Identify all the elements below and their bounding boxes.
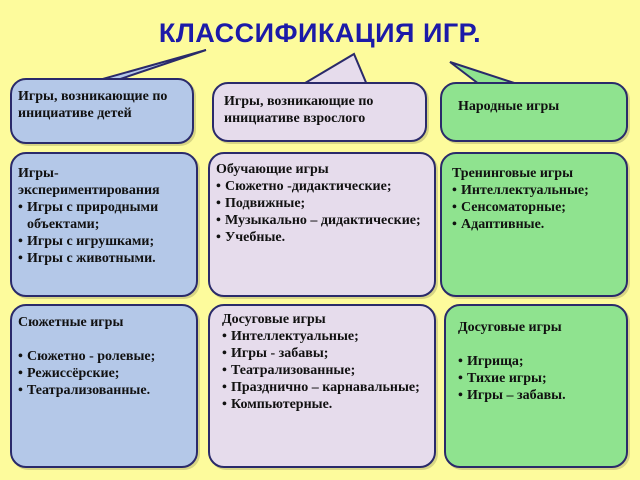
list-item: • Музыкально – дидактические; [216, 212, 428, 229]
header-box-folk [440, 82, 628, 142]
list-item: • Игры – забавы. [458, 387, 620, 404]
list-item: • Интеллектуальные; [222, 328, 428, 345]
list-item: • Сюжетно -дидактические; [216, 178, 428, 195]
list-item: • Сюжетно - ролевые; [18, 348, 190, 365]
page-title: КЛАССИФИКАЦИЯ ИГР. [158, 18, 482, 48]
list-item: • Театрализованные. [18, 382, 190, 399]
box-leisure-folk [444, 304, 628, 468]
header-box-adult [212, 82, 427, 142]
box-educational [208, 152, 436, 297]
box-leisure-folk-title: Досуговые игры [458, 320, 562, 335]
list-item: • Празднично – карнавальные; [222, 379, 428, 396]
list-item: • Тихие игры; [458, 370, 620, 387]
box-story-title: Сюжетные игры [18, 315, 124, 330]
box-training [440, 152, 628, 297]
header-box-children-text: Игры, возникающие по инициативе детей [18, 89, 168, 121]
list-item: • Игры - забавы; [222, 345, 428, 362]
box-leisure-adult-title: Досуговые игры [222, 312, 326, 327]
list-item: • Игры с природными объектами; [18, 199, 190, 233]
list-item: • Сенсоматорные; [452, 199, 620, 216]
list-item: • Режиссёрские; [18, 365, 190, 382]
list-item: • Игры с игрушками; [18, 233, 190, 250]
header-box-adult-text: Игры, возникающие по инициативе взрослого [224, 94, 374, 126]
list-item: • Учебные. [216, 229, 428, 246]
box-experimenting-title: Игры-экспериментирования [18, 166, 160, 198]
list-item: • Театрализованные; [222, 362, 428, 379]
box-experimenting [10, 152, 198, 297]
header-box-folk-text: Народные игры [458, 99, 560, 114]
list-item: • Интеллектуальные; [452, 182, 620, 199]
list-item: • Игры с животными. [18, 250, 190, 267]
box-training-title: Тренинговые игры [452, 166, 574, 181]
box-educational-title: Обучающие игры [216, 162, 329, 177]
list-item: • Подвижные; [216, 195, 428, 212]
box-leisure-adult [208, 304, 436, 468]
list-item: • Игрища; [458, 353, 620, 370]
list-item: • Компьютерные. [222, 396, 428, 413]
box-story [10, 304, 198, 468]
list-item: • Адаптивные. [452, 216, 620, 233]
header-box-children [10, 78, 194, 144]
